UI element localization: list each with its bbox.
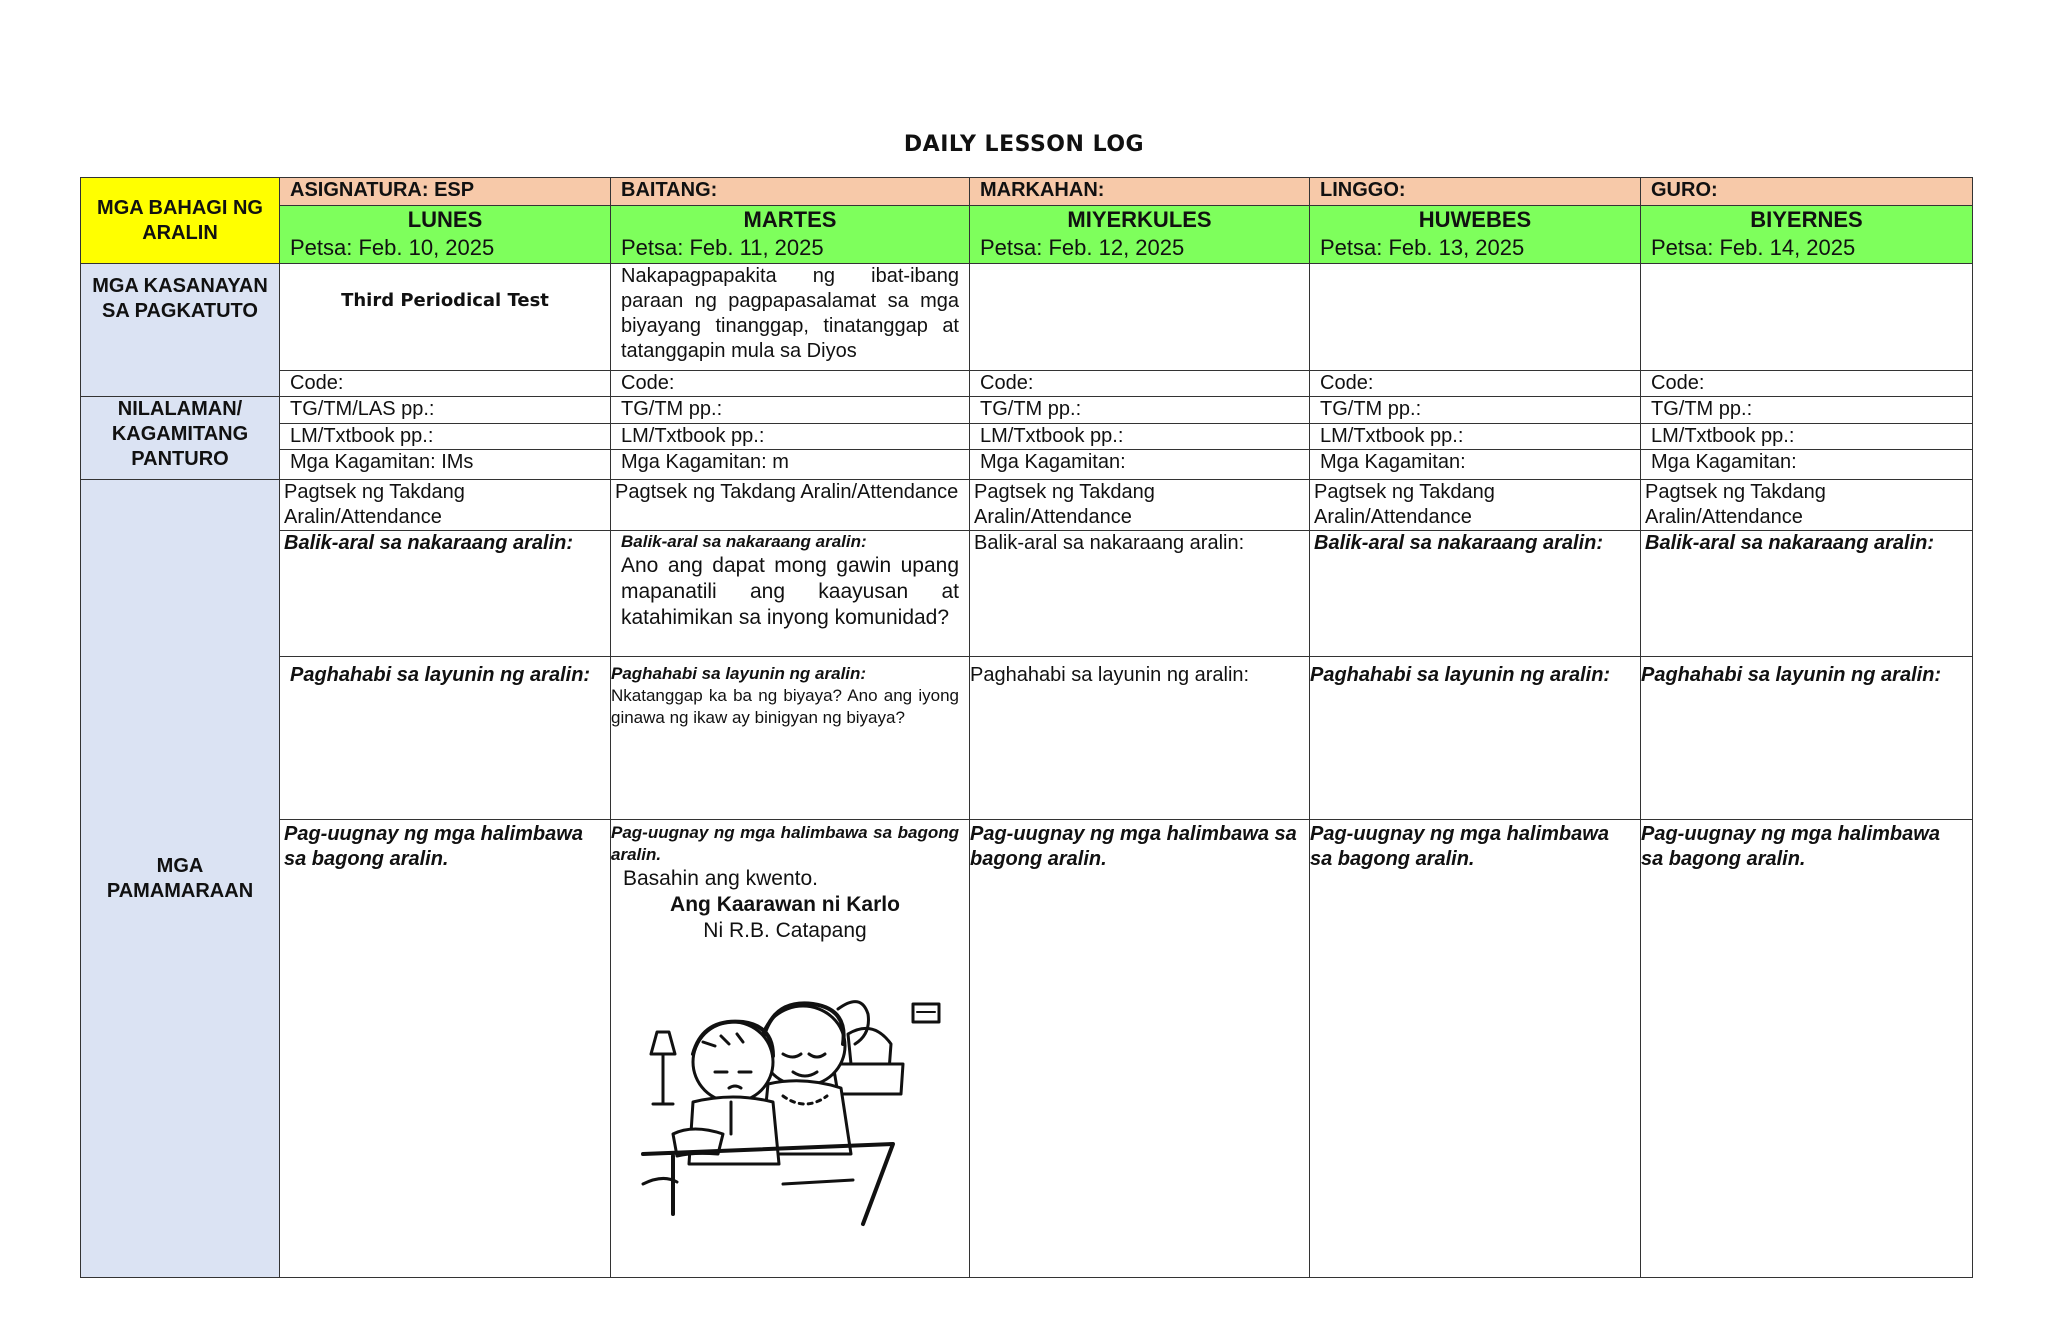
lm-cell <box>611 424 970 450</box>
day-name: BIYERNES <box>1750 207 1863 232</box>
kasanayan-biyernes <box>1641 264 1973 371</box>
tgtm-label: TG/TM pp.: <box>1651 398 1753 420</box>
section-kasanayan <box>81 264 280 397</box>
paghahabi-martes-text: Nkatanggap ka ba ng biyaya? Ano ang iyong ginawa ng ikaw ay binigyan ng biyaya? <box>611 686 959 727</box>
baitang-label: BAITANG: <box>621 179 718 201</box>
story-author: Ni R.B. Catapang <box>703 919 867 942</box>
pagtsek-label: Pagtsek ng Takdang Aralin/Attendance <box>974 481 1155 528</box>
lesson-log-table <box>80 177 1973 1278</box>
section-kasanayan-label: MGA KASANAYAN SA PAGKATUTO <box>92 275 268 322</box>
day-cell-huwebes <box>1310 206 1641 264</box>
code-cell <box>611 371 970 397</box>
tgtm-cell <box>1641 397 1973 424</box>
paguugnay-label: Pag-uugnay ng mga halimbawa sa bagong aralin. <box>970 823 1297 870</box>
page-title: DAILY LESSON LOG <box>903 132 1145 157</box>
markahan-label: MARKAHAN: <box>980 179 1105 201</box>
day-date: Petsa: Feb. 13, 2025 <box>1320 235 1525 260</box>
paguugnay-cell-lunes <box>280 820 611 1278</box>
paguugnay-label: Pag-uugnay ng mga halimbawa sa bagong aralin. <box>611 823 959 864</box>
kids-illustration-image <box>633 984 943 1234</box>
tgtm-cell <box>1310 397 1641 424</box>
kagamitan-label: Mga Kagamitan: IMs <box>290 451 474 473</box>
kagamitan-cell <box>970 450 1310 480</box>
balik-label: Balik-aral sa nakaraang aralin: <box>1314 532 1604 554</box>
day-cell-biyernes <box>1641 206 1973 264</box>
kasanayan-lunes <box>280 264 611 371</box>
paghahabi-cell-miyerkules <box>970 657 1310 820</box>
code-label: Code: <box>1651 372 1705 394</box>
paghahabi-label: Paghahabi sa layunin ng aralin: <box>290 664 591 686</box>
pagtsek-label: Pagtsek ng Takdang Aralin/Attendance <box>615 481 959 503</box>
balik-cell-lunes <box>280 531 611 657</box>
section-nilalaman <box>81 397 280 480</box>
balik-cell-martes <box>611 531 970 657</box>
section-pamamaraan-label: MGA PAMAMARAAN <box>106 854 254 902</box>
lm-cell <box>280 424 611 450</box>
lm-label: LM/Txtbook pp.: <box>1651 425 1795 447</box>
lm-label: LM/Txtbook pp.: <box>980 425 1124 447</box>
pagtsek-cell <box>611 480 970 531</box>
paghahabi-label: Paghahabi sa layunin ng aralin: <box>1641 664 1942 686</box>
paghahabi-cell-martes <box>611 657 970 820</box>
pagtsek-label: Pagtsek ng Takdang Aralin/Attendance <box>1645 481 1826 528</box>
tgtm-label: TG/TM pp.: <box>1320 398 1422 420</box>
paghahabi-cell-biyernes <box>1641 657 1973 820</box>
paghahabi-label: Paghahabi sa layunin ng aralin: <box>1310 664 1611 686</box>
pagtsek-cell <box>970 480 1310 531</box>
tgtm-label: TG/TM pp.: <box>980 398 1082 420</box>
kagamitan-label: Mga Kagamitan: <box>1651 451 1797 473</box>
pagtsek-cell <box>1641 480 1973 531</box>
markahan-cell <box>970 178 1310 206</box>
paguugnay-label: Pag-uugnay ng mga halimbawa sa bagong aralin. <box>1310 823 1609 870</box>
day-date: Petsa: Feb. 11, 2025 <box>621 235 824 260</box>
paguugnay-cell-biyernes <box>1641 820 1973 1278</box>
kagamitan-cell <box>611 450 970 480</box>
guro-label: GURO: <box>1651 179 1718 201</box>
day-cell-lunes <box>280 206 611 264</box>
balik-martes-text: Ano ang dapat mong gawin upang mapanatili ang kaayusan at katahimikan sa inyong komunidad? <box>621 554 959 629</box>
balik-cell-miyerkules <box>970 531 1310 657</box>
pagtsek-label: Pagtsek ng Takdang Aralin/Attendance <box>1314 481 1495 528</box>
day-cell-martes <box>611 206 970 264</box>
day-name: LUNES <box>407 207 483 232</box>
lm-label: LM/Txtbook pp.: <box>290 425 434 447</box>
day-name: MIYERKULES <box>1067 207 1212 232</box>
day-cell-miyerkules <box>970 206 1310 264</box>
code-cell <box>1310 371 1641 397</box>
paguugnay-cell-huwebes <box>1310 820 1641 1278</box>
tgtm-cell <box>280 397 611 424</box>
tgtm-cell <box>611 397 970 424</box>
header-corner-cell <box>81 178 280 264</box>
day-name: MARTES <box>743 207 837 232</box>
day-name: HUWEBES <box>1418 207 1532 232</box>
baitang-cell <box>611 178 970 206</box>
kagamitan-label: Mga Kagamitan: <box>1320 451 1466 473</box>
section-nilalaman-label: NILALAMAN/ KAGAMITANG PANTURO <box>111 398 249 470</box>
kasanayan-martes-text: Nakapagpapakita ng ibat-ibang paraan ng pagpapasalamat sa mga biyayang tinanggap, tinatanggap at tatanggapin mula sa Diyos <box>621 265 959 362</box>
paghahabi-label: Paghahabi sa layunin ng aralin: <box>611 664 867 683</box>
code-label: Code: <box>980 372 1034 394</box>
day-date: Petsa: Feb. 14, 2025 <box>1651 235 1856 260</box>
third-periodical-test-label: Third Periodical Test <box>341 290 549 311</box>
lm-label: LM/Txtbook pp.: <box>621 425 765 447</box>
code-cell <box>280 371 611 397</box>
code-label: Code: <box>1320 372 1374 394</box>
code-label: Code: <box>290 372 344 394</box>
day-date: Petsa: Feb. 12, 2025 <box>980 235 1185 260</box>
paguugnay-label: Pag-uugnay ng mga halimbawa sa bagong aralin. <box>284 823 583 870</box>
kagamitan-cell <box>1310 450 1641 480</box>
tgtm-cell <box>970 397 1310 424</box>
balik-cell-biyernes <box>1641 531 1973 657</box>
asignatura-cell <box>280 178 611 206</box>
linggo-label: LINGGO: <box>1320 179 1406 201</box>
lm-cell <box>970 424 1310 450</box>
code-cell <box>970 371 1310 397</box>
paguugnay-cell-martes <box>611 820 970 1278</box>
pagtsek-label: Pagtsek ng Takdang Aralin/Attendance <box>284 481 465 528</box>
day-date: Petsa: Feb. 10, 2025 <box>290 235 495 260</box>
balik-label: Balik-aral sa nakaraang aralin: <box>974 532 1245 554</box>
tgtm-label: TG/TM/LAS pp.: <box>290 398 435 420</box>
kagamitan-label: Mga Kagamitan: m <box>621 451 789 473</box>
paghahabi-label: Paghahabi sa layunin ng aralin: <box>970 664 1250 686</box>
paguugnay-cell-miyerkules <box>970 820 1310 1278</box>
balik-label: Balik-aral sa nakaraang aralin: <box>284 532 574 554</box>
asignatura-label: ASIGNATURA: ESP <box>290 179 475 201</box>
tgtm-label: TG/TM pp.: <box>621 398 723 420</box>
guro-cell <box>1641 178 1973 206</box>
code-label: Code: <box>621 372 675 394</box>
lm-cell <box>1310 424 1641 450</box>
balik-cell-huwebes <box>1310 531 1641 657</box>
lm-cell <box>1641 424 1973 450</box>
code-cell <box>1641 371 1973 397</box>
kasanayan-martes <box>611 264 970 371</box>
story-title: Ang Kaarawan ni Karlo <box>670 893 900 916</box>
lm-label: LM/Txtbook pp.: <box>1320 425 1464 447</box>
pagtsek-cell <box>280 480 611 531</box>
kagamitan-cell <box>1641 450 1973 480</box>
balik-label: Balik-aral sa nakaraang aralin: <box>1645 532 1935 554</box>
corner-label: MGA BAHAGI NG ARALIN <box>97 196 263 244</box>
section-pamamaraan <box>81 480 280 1278</box>
kagamitan-cell <box>280 450 611 480</box>
balik-label: Balik-aral sa nakaraang aralin: <box>621 532 867 551</box>
pagtsek-cell <box>1310 480 1641 531</box>
paghahabi-cell-huwebes <box>1310 657 1641 820</box>
kagamitan-label: Mga Kagamitan: <box>980 451 1126 473</box>
paguugnay-label: Pag-uugnay ng mga halimbawa sa bagong aralin. <box>1641 823 1940 870</box>
paghahabi-cell-lunes <box>280 657 611 820</box>
story-instruction: Basahin ang kwento. <box>623 867 818 890</box>
linggo-cell <box>1310 178 1641 206</box>
kasanayan-huwebes <box>1310 264 1641 371</box>
kasanayan-miyerkules <box>970 264 1310 371</box>
